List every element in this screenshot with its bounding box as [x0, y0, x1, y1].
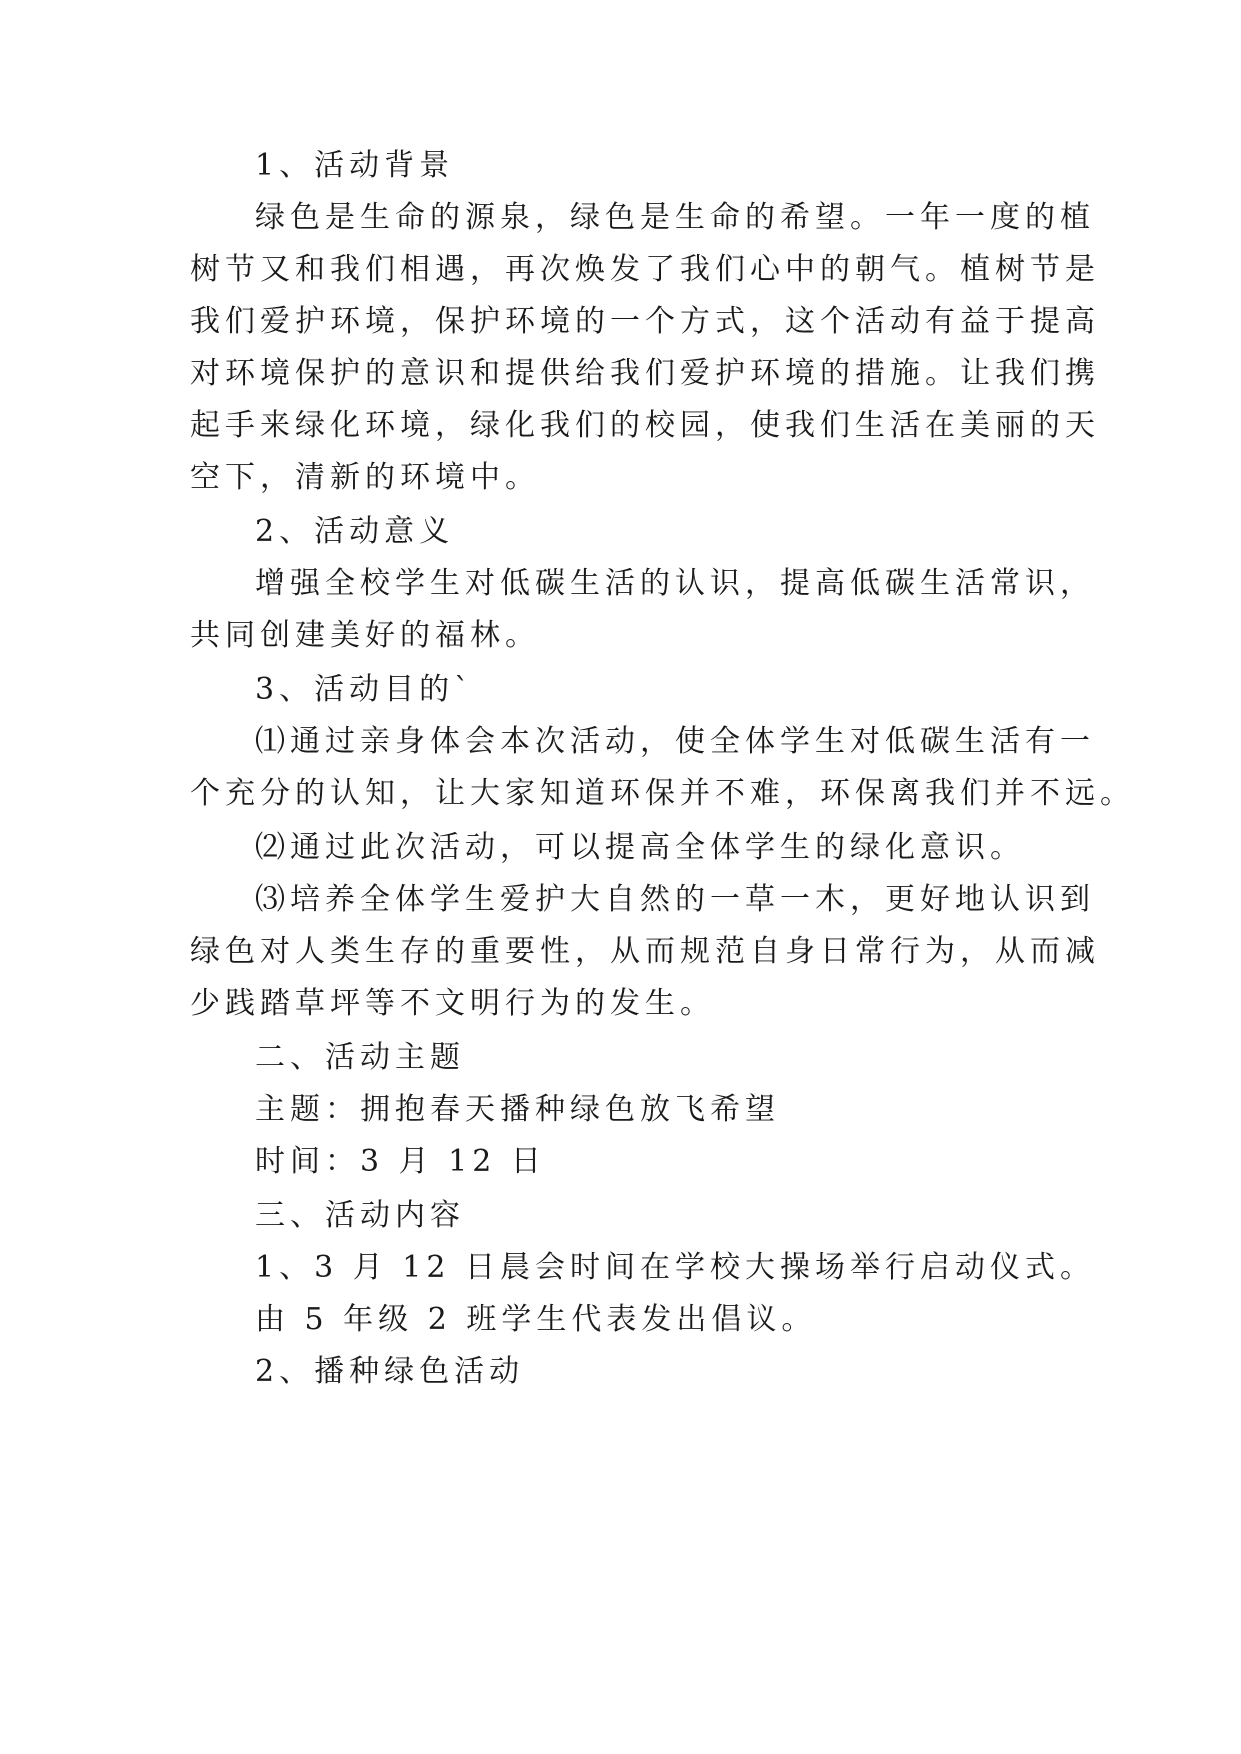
heading-activity-purpose: 3、活动目的`: [255, 672, 475, 707]
time-line: 时间：3 月 12 日: [255, 1144, 546, 1179]
heading-activity-significance: 2、活动意义: [255, 514, 455, 549]
heading-activity-content: 三、活动内容: [255, 1198, 465, 1233]
paragraph-line: 共同创建美好的福林。: [190, 618, 540, 653]
list-item: ⑴通过亲身体会本次活动，使全体学生对低碳生活有一: [255, 724, 1095, 759]
heading-activity-background: 1、活动背景: [255, 148, 455, 183]
paragraph-line: 对环境保护的意识和提供给我们爱护环境的措施。让我们携: [190, 356, 1100, 391]
paragraph-line: 增强全校学生对低碳生活的认识，提高低碳生活常识，: [255, 566, 1095, 601]
list-item: ⑵通过此次活动，可以提高全体学生的绿化意识。: [255, 830, 1025, 865]
paragraph-line: 1、3 月 12 日晨会时间在学校大操场举行启动仪式。: [255, 1250, 1095, 1285]
paragraph-line: 由 5 年级 2 班学生代表发出倡议。: [255, 1302, 817, 1337]
paragraph-line: 绿色对人类生存的重要性，从而规范自身日常行为，从而减: [190, 934, 1100, 969]
paragraph-line: 起手来绿化环境，绿化我们的校园，使我们生活在美丽的天: [190, 408, 1100, 443]
paragraph-line: 树节又和我们相遇，再次焕发了我们心中的朝气。植树节是: [190, 252, 1100, 287]
paragraph-line: 2、播种绿色活动: [255, 1354, 525, 1389]
list-item: ⑶培养全体学生爱护大自然的一草一木，更好地认识到: [255, 882, 1095, 917]
theme-line: 主题：拥抱春天播种绿色放飞希望: [255, 1092, 780, 1127]
paragraph-line: 个充分的认知，让大家知道环保并不难，环保离我们并不远。: [190, 776, 1135, 811]
paragraph-line: 绿色是生命的源泉，绿色是生命的希望。一年一度的植: [255, 200, 1095, 235]
heading-activity-theme: 二、活动主题: [255, 1040, 465, 1075]
paragraph-line: 少践踏草坪等不文明行为的发生。: [190, 986, 715, 1021]
paragraph-line: 空下，清新的环境中。: [190, 460, 540, 495]
paragraph-line: 我们爱护环境，保护环境的一个方式，这个活动有益于提高: [190, 304, 1100, 339]
